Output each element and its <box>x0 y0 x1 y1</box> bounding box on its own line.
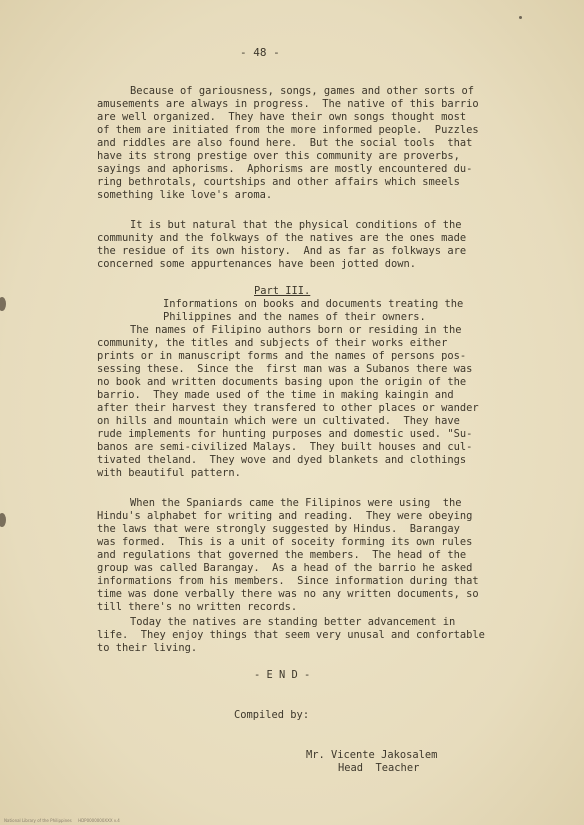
p1-line: something like love's aroma. <box>97 189 273 201</box>
p1-line: of them are initiated from the more informed people. Puzzles <box>97 124 479 136</box>
p4-line: time was done verbally there was no any written documents, so <box>97 588 479 600</box>
p3-line: tivated theland. They wove and dyed blankets and clothings <box>97 454 467 466</box>
paper-speck <box>519 16 522 19</box>
p3-line: community, the titles and subjects of their works either <box>97 337 448 349</box>
p4-line: till there's no written records. <box>97 601 298 613</box>
binding-hole <box>0 297 6 311</box>
p1-line: are well organized. They have their own songs thought most <box>97 111 467 123</box>
part-subtitle-line: Philippines and the names of their owners. <box>163 311 426 323</box>
p5-line: to their living. <box>97 642 198 654</box>
p3-line: sessing these. Since the first man was a Subanos there was <box>97 363 473 375</box>
compiled-by-label: Compiled by: <box>234 709 310 721</box>
p3-line: The names of Filipino authors born or residing in the <box>130 324 462 336</box>
p1-line: amusements are always in progress. The native of this barrio <box>97 98 479 110</box>
p3-line: after their harvest they transfered to other places or wander <box>97 402 479 414</box>
archive-footer: National Library of the Philippines HDP0000000XXX v.4 <box>4 818 120 823</box>
part-subtitle-line: Informations on books and documents treating the <box>163 298 464 310</box>
page-number: - 48 - <box>240 46 280 59</box>
p1-line: ring bethrotals, courtships and other affairs which smeels <box>97 176 460 188</box>
p3-line: no book and written documents basing upon the origin of the <box>97 376 467 388</box>
p5-line: life. They enjoy things that seem very unusal and confortable <box>97 629 485 641</box>
p2-line: the residue of its own history. And as far as folkways are <box>97 245 467 257</box>
p3-line: on hills and mountain which were un cultivated. They have <box>97 415 460 427</box>
p3-line: prints or in manuscript forms and the names of persons pos- <box>97 350 467 362</box>
p4-line: the laws that were strongly suggested by Hindus. Barangay <box>97 523 460 535</box>
p5-line: Today the natives are standing better advancement in <box>130 616 456 628</box>
signature-title: Head Teacher <box>338 762 420 774</box>
p4-line: When the Spaniards came the Filipinos were using the <box>130 497 462 509</box>
binding-hole <box>0 513 6 527</box>
p4-line: Hindu's alphabet for writing and reading. They were obeying <box>97 510 473 522</box>
signature-name: Mr. Vicente Jakosalem <box>306 749 438 761</box>
p4-line: was formed. This is a unit of soceity forming its own rules <box>97 536 473 548</box>
p2-line: It is but natural that the physical conditions of the <box>130 219 462 231</box>
p3-line: banos are semi-civilized Malays. They built houses and cul- <box>97 441 473 453</box>
p4-line: and regulations that governed the members. The head of the <box>97 549 467 561</box>
p4-line: group was called Barangay. As a head of the barrio he asked <box>97 562 473 574</box>
end-mark: - E N D - <box>254 669 311 681</box>
p3-line: barrio. They made used of the time in making kaingin and <box>97 389 454 401</box>
p1-line: sayings and aphorisms. Aphorisms are mostly encountered du- <box>97 163 473 175</box>
part-heading: Part III. <box>254 285 311 297</box>
p3-line: with beautiful pattern. <box>97 467 241 479</box>
p1-line: have its strong prestige over this community are proverbs, <box>97 150 460 162</box>
p1-line: and riddles are also found here. But the social tools that <box>97 137 473 149</box>
p4-line: informations from his members. Since information during that <box>97 575 479 587</box>
p2-line: concerned some appurtenances have been jotted down. <box>97 258 417 270</box>
p2-line: community and the folkways of the natives are the ones made <box>97 232 467 244</box>
p3-line: rude implements for hunting purposes and domestic used. "Su- <box>97 428 473 440</box>
p1-line: Because of gariousness, songs, games and other sorts of <box>130 85 475 97</box>
